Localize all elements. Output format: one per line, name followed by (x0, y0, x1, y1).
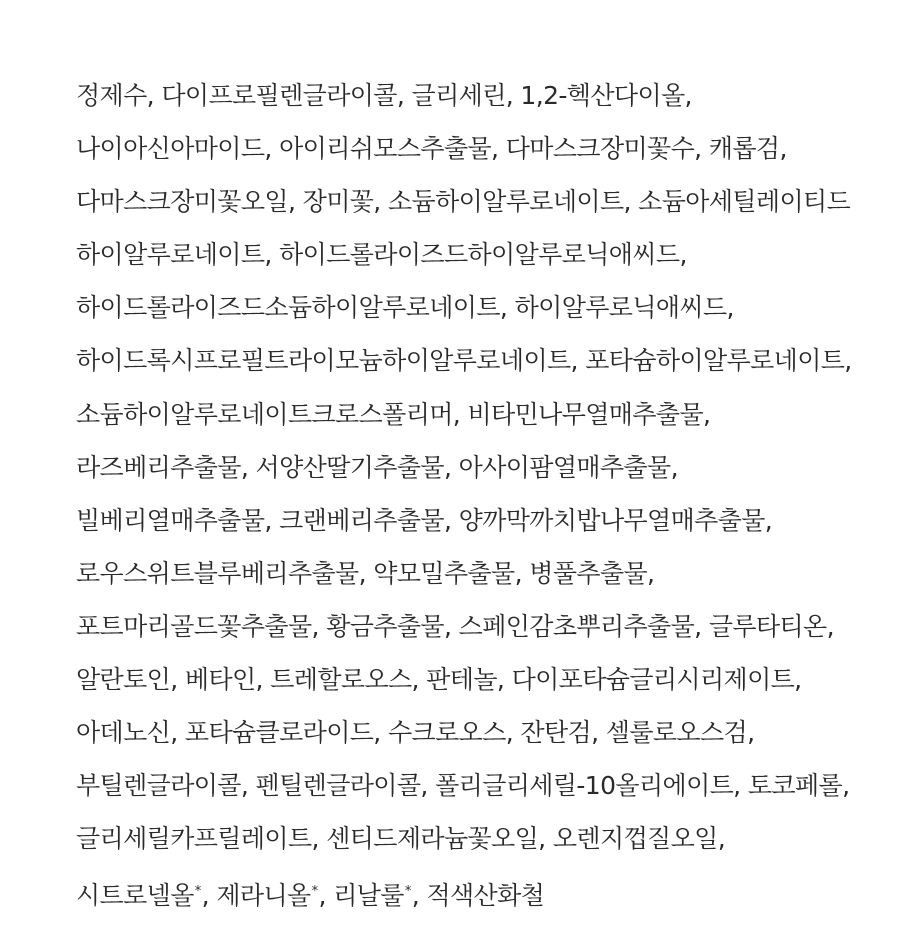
separator: , (201, 881, 217, 911)
ingredient-line: 빌베리열매추출물, 크랜베리추출물, 양까막까치밥나무열매추출물, (76, 505, 773, 535)
ingredient-line: 아데노신, 포타슘클로라이드, 수크로오스, 잔탄검, 셀룰로오스검, (76, 718, 755, 748)
ingredient-linalool: 리날룰 (333, 881, 404, 911)
ingredient-line: 하이드록시프로필트라이모늄하이알루로네이트, 포타슘하이알루로네이트, (76, 346, 852, 376)
ingredient-line: 포트마리골드꽃추출물, 황금추출물, 스페인감초뿌리추출물, 글루타티온, (76, 611, 834, 641)
ingredient-line-last (76, 872, 911, 925)
ingredient-line: 부틸렌글라이콜, 펜틸렌글라이콜, 폴리글리세릴-10올리에이트, 토코페롤, (76, 771, 850, 801)
asterisk-mark: * (311, 884, 318, 900)
ingredient-line: 정제수, 다이프로필렌글라이콜, 글리세린, 1,2-헥산다이올, (76, 81, 692, 110)
asterisk-mark: * (194, 884, 201, 900)
ingredient-line: 하이드롤라이즈드소듐하이알루로네이트, 하이알루로닉애씨드, (76, 293, 734, 323)
asterisk-mark: * (404, 884, 411, 900)
ingredient-line: 하이알루로네이트, 하이드롤라이즈드하이알루로닉애씨드, (76, 240, 687, 270)
ingredient-line: 알란토인, 베타인, 트레할로오스, 판테놀, 다이포타슘글리시리제이트, (76, 665, 802, 695)
ingredient-line: 로우스위트블루베리추출물, 약모밀추출물, 병풀추출물, (76, 558, 655, 588)
ingredient-tail: , 적색산화철 (411, 881, 545, 911)
ingredient-line: 라즈베리추출물, 서양산딸기추출물, 아사이팜열매추출물, (76, 452, 678, 482)
ingredient-citronellol: 시트로넬올 (76, 881, 194, 911)
separator: , (318, 881, 334, 911)
ingredient-geraniol: 제라니올 (216, 881, 311, 911)
ingredient-line: 다마스크장미꽃오일, 장미꽃, 소듐하이알루로네이트, 소듐아세틸레이티드 (76, 187, 851, 217)
ingredient-line: 소듐하이알루로네이트크로스폴리머, 비타민나무열매추출물, (76, 399, 711, 429)
ingredient-line: 나이아신아마이드, 아이리쉬모스추출물, 다마스크장미꽃수, 캐롭검, (76, 134, 787, 164)
ingredient-line: 글리세릴카프릴레이트, 센티드제라늄꽃오일, 오렌지껍질오일, (76, 824, 726, 854)
ingredient-list (76, 76, 911, 926)
